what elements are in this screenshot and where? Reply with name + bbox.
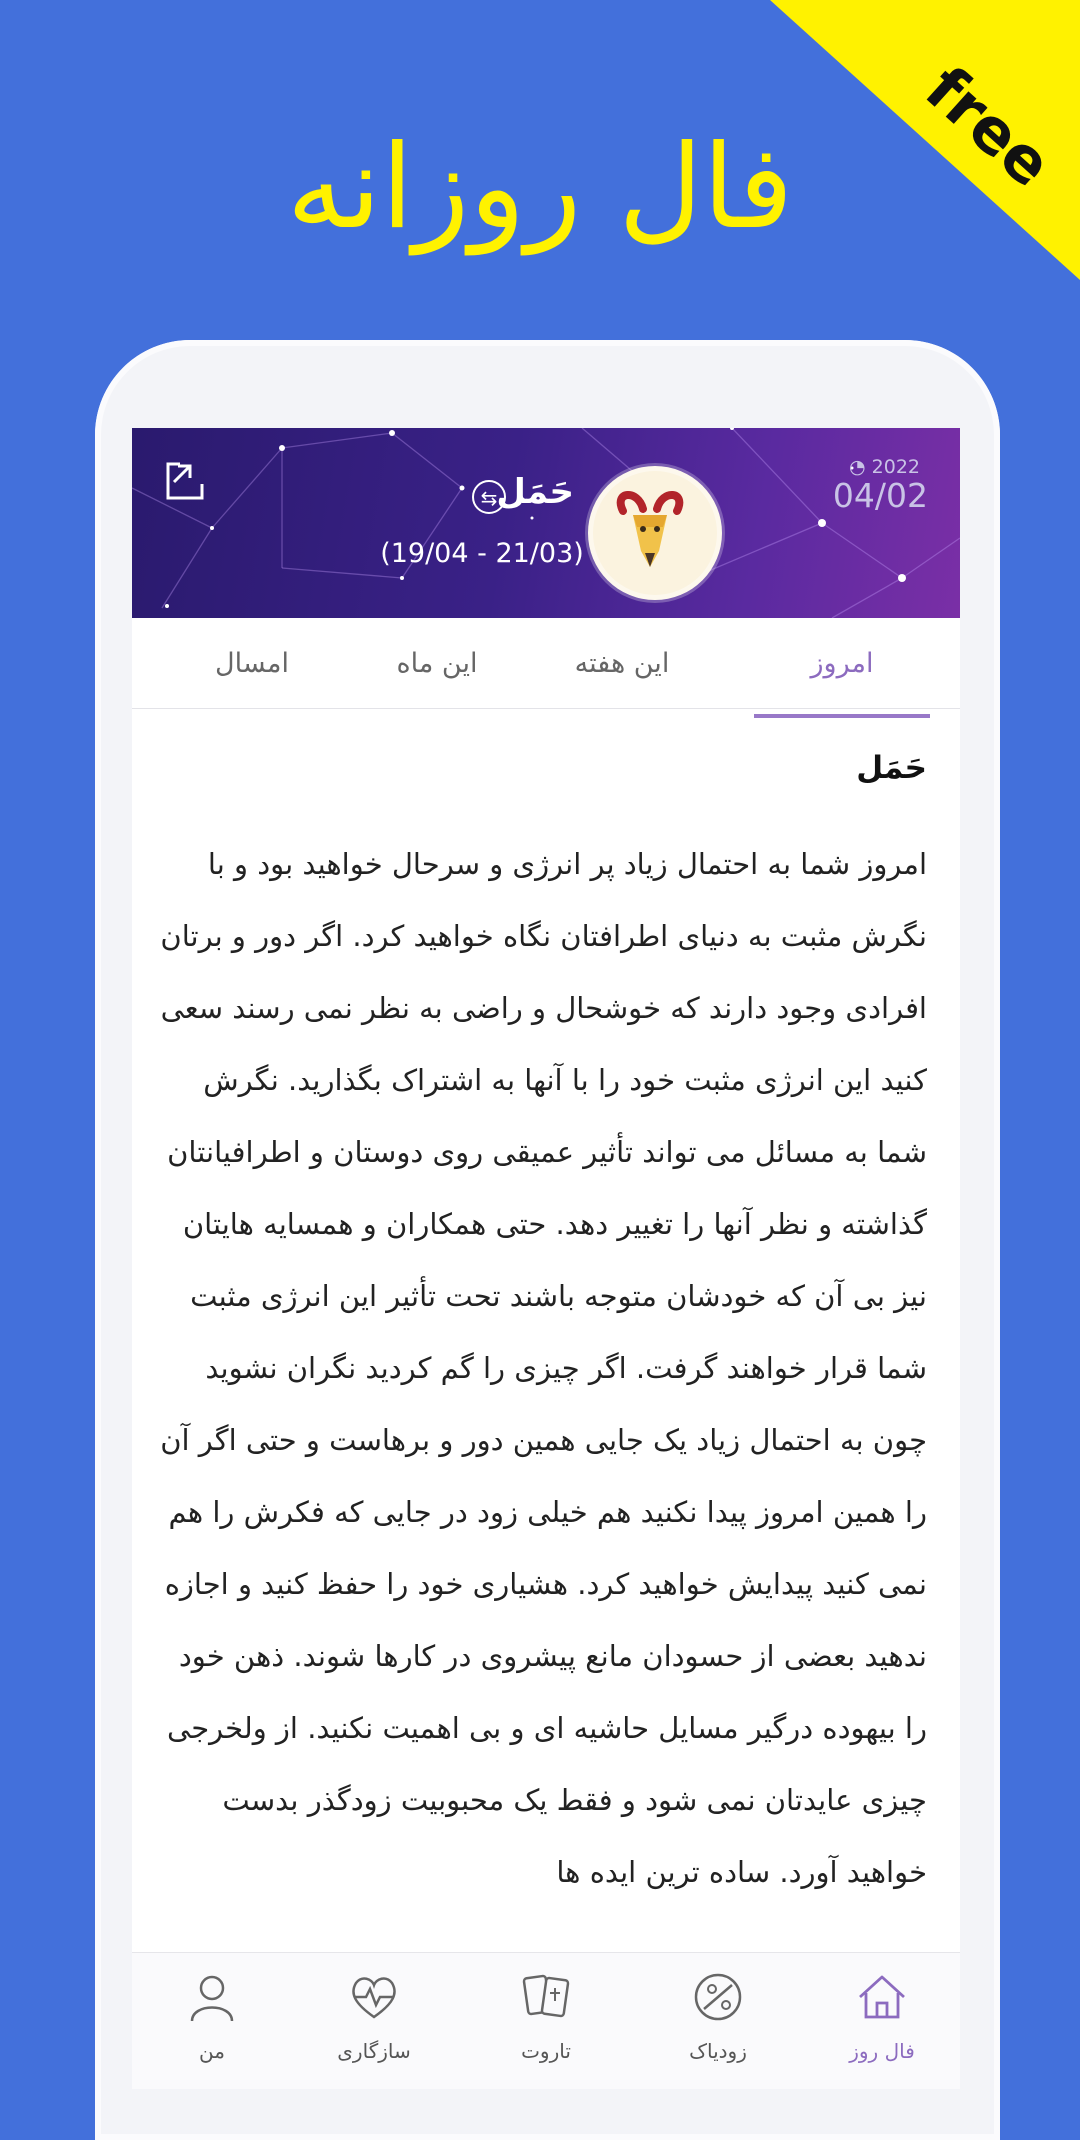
nav-label-daily-horoscope: فال روز (849, 2039, 915, 2063)
nav-compatibility[interactable] (304, 1953, 444, 2089)
switch-sign-button[interactable]: ⇆ (472, 480, 506, 514)
clock-icon: ◔ (849, 456, 866, 478)
home-icon (856, 1971, 908, 2023)
nav-me[interactable] (142, 1953, 282, 2089)
horoscope-text: امروز شما به احتمال زیاد پر انرژی و سرحال خواهید بود و با نگرش مثبت به دنیای اطرافتان نگاه خواهید کرد. اگر دور و برتان افرادی وجود دارند که خوشحال و راضی به نظر نمی رسند سعی کنید این انرژی مثبت خود را با آنها به اشتراک بگذارید. نگرش شما به مسائل می تواند تأثیر عمیقی روی دوستان و اطرافیانتان گذاشته و نظر آنها را تغییر دهد. حتی همکاران و همسایه هایتان نیز بی آن که خودشان متوجه باشند تحت تأثیر این انرژی مثبت شما قرار خواهند گرفت. اگر چیزی را گم کردید نگران نشوید چون به احتمال زیاد یک جایی همین دور و برهاست و حتی اگر آن را همین امروز پیدا نکنید هم خیلی زود در جایی که فکرش را هم نمی کنید پیدایش خواهید کرد. هشیاری خود را حفظ کنید و اجازه ندهید بعضی از حسودان مانع پیشروی در کارها شوند. ذهن خود را بیهوده درگیر مسایل حاشیه ای و بی اهمیت نکنید. از ولخرجی چیزی عایدتان نمی شود و فقط یک محبوبیت زودگذر بدست خواهید آورد. ساده ترین ایده ها (160, 847, 927, 1889)
tab-this-year[interactable]: امسال (215, 648, 289, 679)
header-year (849, 456, 920, 478)
nav-label-zodiac: زودیاک (689, 2039, 747, 2063)
constellation-background (132, 428, 960, 618)
horoscope-title: حَمَل (856, 750, 927, 786)
nav-label-tarot: تاروت (521, 2039, 571, 2063)
tab-this-month[interactable]: این ماه (396, 648, 478, 679)
tarot-cards-icon (520, 1971, 572, 2023)
active-tab-indicator (754, 714, 930, 718)
nav-label-compatibility: سازگاری (337, 2039, 411, 2063)
bottom-navigation (132, 1952, 960, 2089)
sign-date-range: (19/04 - 21/03) (380, 538, 584, 569)
year-text: 2022 (871, 456, 920, 478)
period-tabs (132, 618, 960, 709)
share-button[interactable] (160, 454, 210, 504)
free-badge: free (912, 51, 1067, 202)
app-screen (132, 428, 960, 2088)
nav-daily-horoscope[interactable] (812, 1953, 952, 2089)
sign-name: حَمَل (496, 472, 574, 512)
sign-header-banner (132, 428, 960, 618)
header-date: 04/02 (832, 476, 928, 515)
ram-icon (593, 471, 707, 585)
nav-label-me: من (199, 2039, 225, 2063)
nav-tarot[interactable] (476, 1953, 616, 2089)
promo-title: فال روزانه (286, 120, 794, 255)
zodiac-icon (692, 1971, 744, 2023)
heartbeat-icon (348, 1971, 400, 2023)
tab-this-week[interactable]: این هفته (574, 648, 670, 679)
nav-zodiac[interactable] (648, 1953, 788, 2089)
tab-today[interactable]: امروز (810, 648, 874, 679)
share-icon (160, 454, 210, 504)
sign-avatar[interactable] (588, 466, 722, 600)
person-icon (186, 1971, 238, 2023)
